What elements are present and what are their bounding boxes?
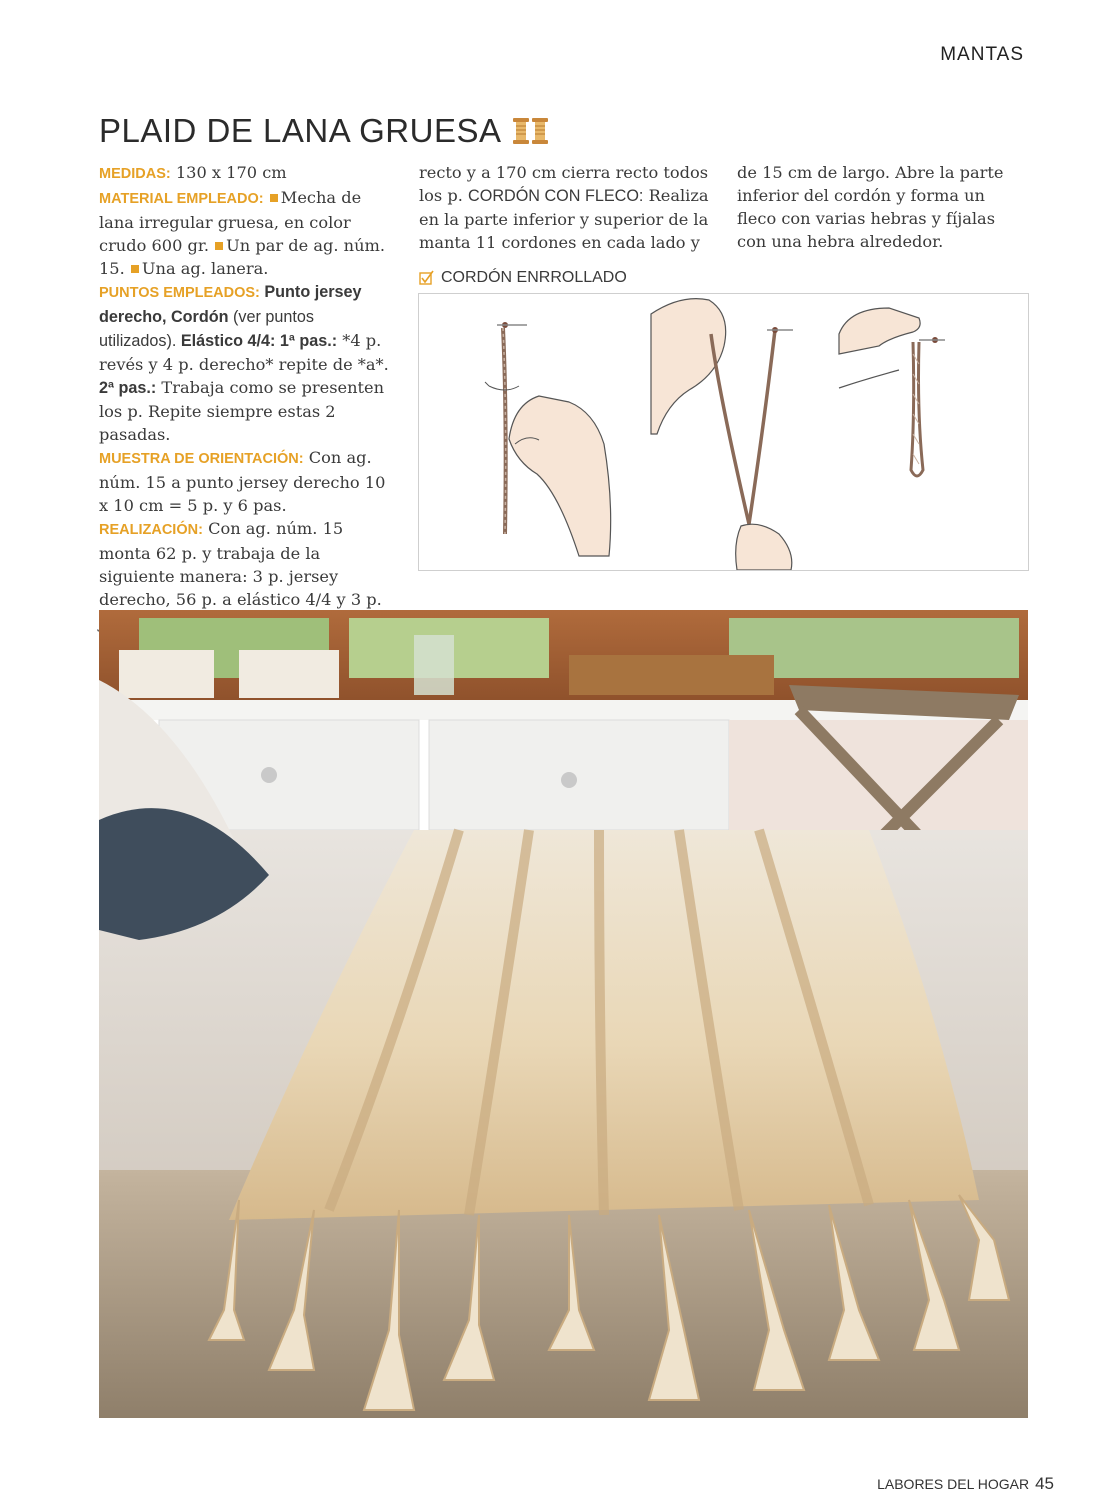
puntos-label: PUNTOS EMPLEADOS: xyxy=(99,285,260,301)
checkbox-icon xyxy=(419,270,435,286)
figure-caption-text: CORDÓN ENRROLLADO xyxy=(441,269,627,286)
puntos-paragraph xyxy=(99,280,391,446)
bedroom-plaid-image xyxy=(99,610,1028,1418)
medidas-text: 130 x 170 cm xyxy=(170,163,287,182)
step-1-illustration xyxy=(485,322,611,556)
material-text-1: Mecha de lana irregular gruesa, en color crudo 600 gr. xyxy=(99,188,362,255)
material-paragraph xyxy=(99,186,391,280)
puntos-text-2: *4 p. revés y 4 p. derecho* repite de *a*. xyxy=(99,331,389,374)
magazine-name: LABORES DEL HOGAR xyxy=(877,1476,1030,1492)
page-number: 45 xyxy=(1035,1474,1054,1493)
medidas-label: MEDIDAS: xyxy=(99,166,171,182)
spool-icon xyxy=(513,118,529,144)
material-text-3: Una ag. lanera. xyxy=(141,259,269,278)
realizacion-text: Con ag. núm. 15 monta 62 p. y trabaja de la siguiente manera: 3 p. jersey derecho, 56 p. a elástico 4/4 y 3 p. xyxy=(99,519,382,609)
difficulty-spool-icons xyxy=(513,118,548,144)
bullet-square-icon xyxy=(270,194,278,202)
instructions-column-3 xyxy=(737,161,1029,253)
step-3-illustration xyxy=(839,308,945,476)
page-footer xyxy=(877,1474,1054,1494)
puntos-text-1: (ver puntos utilizados). xyxy=(99,308,314,350)
bullet-square-icon xyxy=(131,265,139,273)
title-text: PLAID DE LANA GRUESA xyxy=(99,112,502,149)
col2-text-2: Realiza en la parte inferior y superior de la manta 11 cordones en cada lado y xyxy=(419,186,709,252)
muestra-text: Con ag. núm. 15 a punto jersey derecho 10 x 10 cm = 5 p. y 6 pas. xyxy=(99,448,386,515)
puntos-bold-1: Punto jersey derecho, Cordón xyxy=(99,283,362,326)
cord-illustration xyxy=(418,293,1029,571)
muestra-paragraph xyxy=(99,446,391,517)
spool-icon xyxy=(532,118,548,144)
figure-caption xyxy=(419,269,627,287)
cordon-label: CORDÓN CON FLECO: xyxy=(468,187,644,205)
section-tag: MANTAS xyxy=(940,44,1024,65)
puntos-bold-2: Elástico 4/4: 1ª pas.: xyxy=(180,332,338,350)
puntos-text-3: Trabaja como se presenten los p. Repite siempre estas 2 pasadas. xyxy=(99,378,385,444)
material-label: MATERIAL EMPLEADO: xyxy=(99,191,264,207)
material-text-2: Un par de ag. núm. 15. xyxy=(99,236,385,278)
bullet-square-icon xyxy=(215,242,223,250)
col3-paragraph: de 15 cm de largo. Abre la parte inferior del cordón y forma un fleco con varias hebras y fíjalas con una hebra alrededor. xyxy=(737,163,1004,251)
realizacion-label: REALIZACIÓN: xyxy=(99,522,203,538)
instructions-column-2 xyxy=(419,161,711,254)
instructions-column-1 xyxy=(99,161,391,634)
col2-paragraph xyxy=(419,161,711,254)
cord-steps-drawing xyxy=(419,294,1028,570)
plaid-photo xyxy=(99,610,1028,1418)
step-2-illustration xyxy=(651,299,793,570)
page-title xyxy=(99,112,548,150)
puntos-bold-3: 2ª pas.: xyxy=(99,379,157,397)
muestra-label: MUESTRA DE ORIENTACIÓN: xyxy=(99,451,304,467)
medidas-paragraph xyxy=(99,161,391,186)
col2-text-1: recto y a 170 cm cierra recto todos los p. xyxy=(419,163,709,205)
